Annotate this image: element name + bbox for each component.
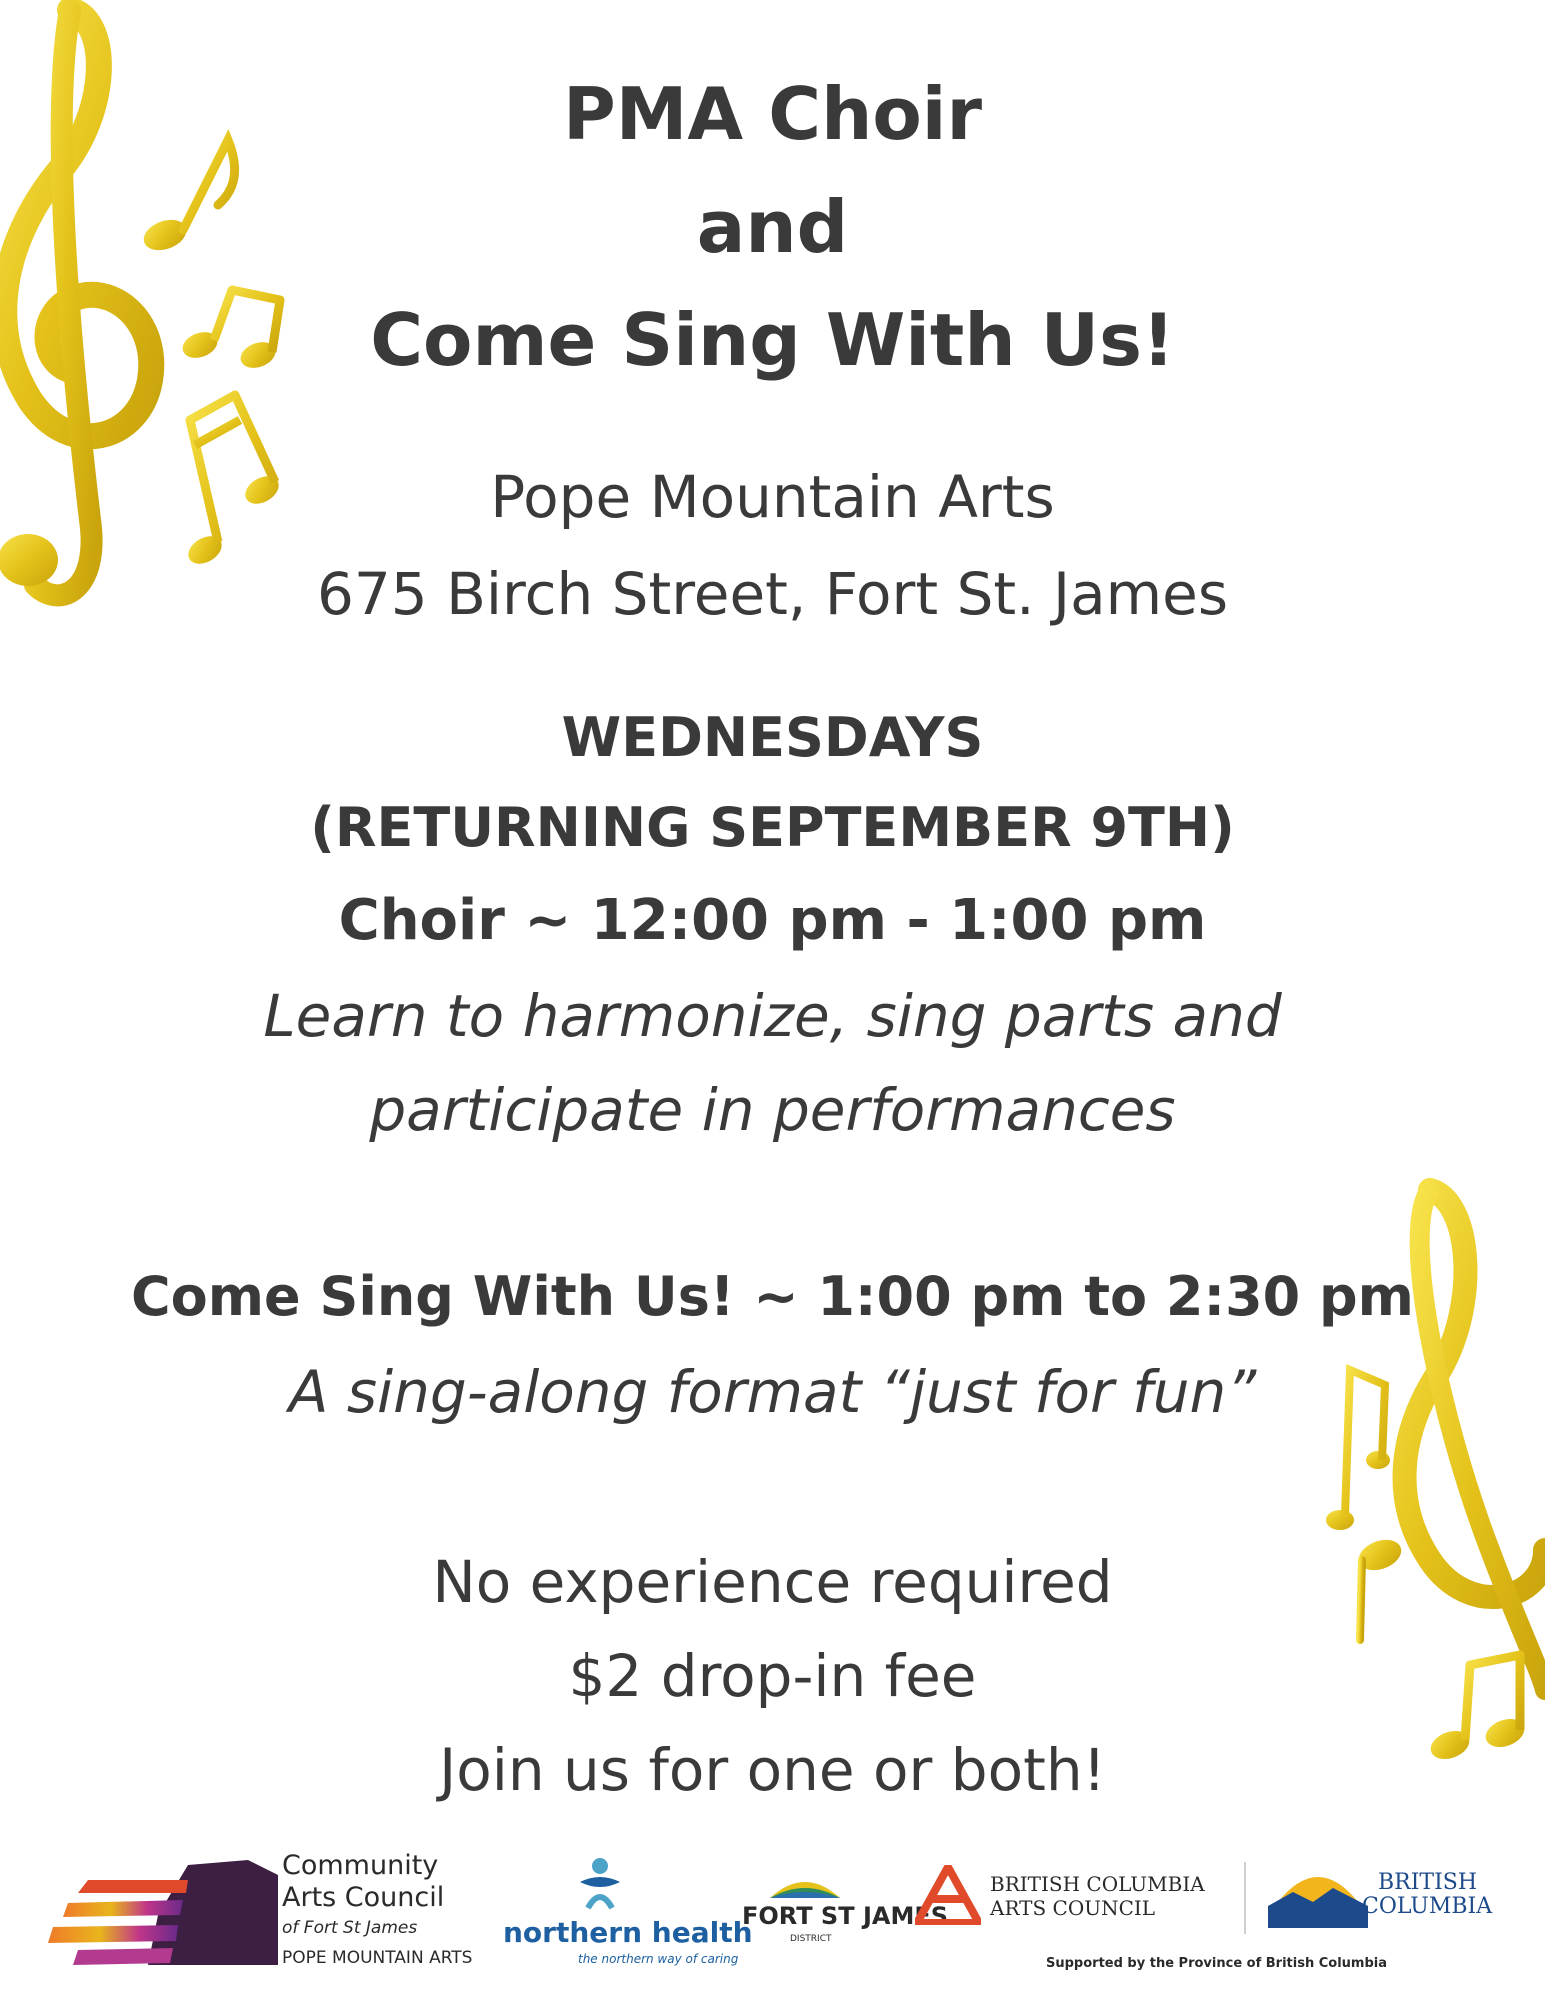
sing-description: A sing-along format “just for fun” bbox=[288, 1358, 1257, 1426]
choir-time: Choir ~ 12:00 pm - 1:00 pm bbox=[338, 888, 1207, 953]
fee-note: $2 drop-in fee bbox=[568, 1642, 977, 1710]
venue-name: Pope Mountain Arts bbox=[490, 463, 1055, 531]
schedule-day: WEDNESDAYS bbox=[561, 706, 984, 769]
choir-description-line-1: Learn to harmonize, sing parts and bbox=[263, 982, 1282, 1050]
fort-st-james-name: FORT ST JAMES bbox=[742, 1902, 949, 1930]
cac-name-line-2: Arts Council bbox=[282, 1882, 445, 1913]
british-columbia-logo-icon bbox=[1268, 1862, 1368, 1928]
choir-description-line-2: participate in performances bbox=[369, 1076, 1176, 1144]
community-arts-council-logo-icon bbox=[48, 1855, 278, 1975]
bc-name-line-1: BRITISH bbox=[1378, 1870, 1478, 1895]
join-note: Join us for one or both! bbox=[439, 1736, 1106, 1804]
cac-name-line-3: of Fort St James bbox=[282, 1918, 418, 1938]
venue-address: 675 Birch Street, Fort St. James bbox=[316, 560, 1229, 628]
fort-st-james-sub: DISTRICT bbox=[790, 1934, 832, 1944]
cac-name-line-4: POPE MOUNTAIN ARTS bbox=[282, 1948, 473, 1968]
title-line-2: and bbox=[696, 185, 849, 269]
bc-name-line-2: COLUMBIA bbox=[1362, 1894, 1493, 1919]
title-line-3: Come Sing With Us! bbox=[370, 298, 1175, 382]
northern-health-tagline: the northern way of caring bbox=[578, 1952, 739, 1966]
sponsor-logos bbox=[0, 1840, 1545, 2000]
sing-time: Come Sing With Us! ~ 1:00 pm to 2:30 pm bbox=[131, 1265, 1414, 1328]
title-line-1: PMA Choir bbox=[563, 72, 982, 156]
northern-health-name: northern health bbox=[503, 1916, 753, 1949]
northern-health-logo-icon bbox=[570, 1852, 630, 1912]
supported-by-note: Supported by the Province of British Columbia bbox=[1046, 1956, 1387, 1971]
cac-name-line-1: Community bbox=[282, 1850, 439, 1881]
bcac-name-line-1: BRITISH COLUMBIA bbox=[990, 1872, 1205, 1896]
fort-st-james-logo-icon bbox=[770, 1870, 840, 1900]
bc-arts-council-logo-icon bbox=[915, 1865, 981, 1925]
bcac-name-line-2: ARTS COUNCIL bbox=[990, 1896, 1156, 1920]
logo-divider bbox=[1244, 1862, 1246, 1934]
experience-note: No experience required bbox=[432, 1548, 1113, 1616]
schedule-returning: (RETURNING SEPTEMBER 9TH) bbox=[310, 796, 1235, 859]
